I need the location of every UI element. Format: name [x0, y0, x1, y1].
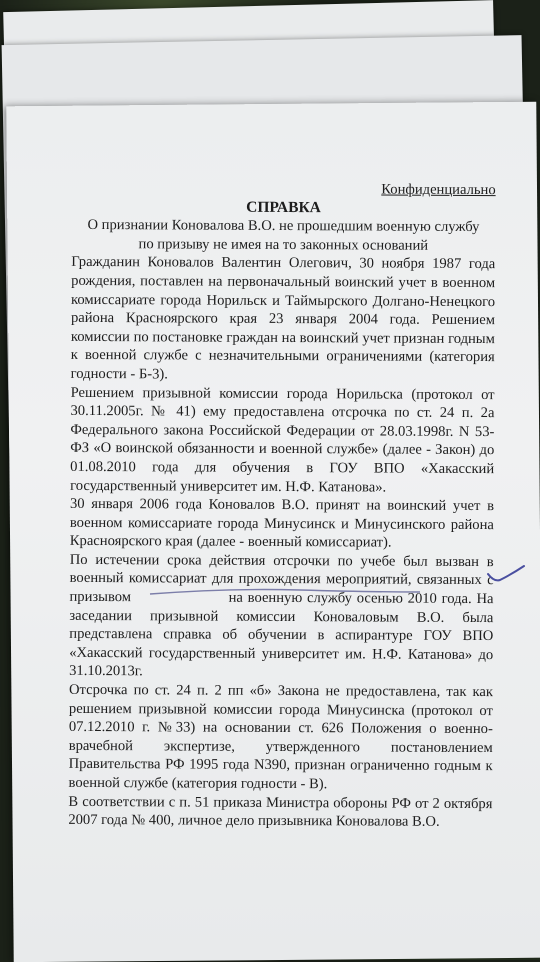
- document-body: [68, 179, 495, 832]
- subtitle-line-2: по призыву не имея на то законных оснований: [139, 236, 429, 254]
- paragraph-transfer: 30 января 2006 года Коновалов В.О. принят на воинский учет в военном комиссариате города Минусинск и Минусинского района Красноярского края (далее - военный комиссариат).: [70, 495, 494, 553]
- paragraph-deferment: Решением призывной комиссии города Норильска (протокол от 30.11.2005г. № 41) ему предоставлена отсрочка по ст. 24 п. 2а Федерального закона Российской Федерации от 28.03.1998г. N 53-ФЗ «О воинской обязанности и военной службе» (далее - Закон) до 01.08.2010 года для обучения в ГОУ ВПО «Хакасский государственный университет им. Н.Ф. Катанова».: [70, 383, 495, 497]
- document-subtitle: [71, 216, 495, 255]
- document-title: СПРАВКА: [72, 197, 496, 218]
- paragraph-order-51: В соответствии с п. 51 приказа Министра обороны РФ от 2 октября 2007 года № 400, личное дело призывника Коновалова В.О.: [68, 792, 492, 831]
- paragraph-registration: Гражданин Коновалов Валентин Олегович, 30 ноября 1987 года рождения, поставлен на первоначальный воинский учет в военном комиссариате города Норильск и Таймырского Долгано-Ненецкого района Красноярского края 23 января 2004 года. Решением комиссии по постановке граждан на воинский учет признан годным к военной службе с незначительными ограничениями (категория годности - Б-3).: [71, 253, 496, 385]
- paragraph-summons: [69, 551, 494, 683]
- summons-text-part-1: По истечении срока действия отсрочки по учебе был вызван в военный комиссариат для прохождения мероприятий, связанных с призывом: [69, 552, 493, 606]
- subtitle-line-1: О признании Коновалова В.О. не прошедшим военную службу: [87, 217, 479, 235]
- paragraph-no-deferment: Отсрочка по ст. 24 п. 2 пп «б» Закона не предоставлена, так как решением призывной комиссии города Минусинска (протокол от 07.12.2010 г. №33) на основании ст. 626 Положения о военно-врачебной экспертизе, утвержденного постановлением Правительства РФ 1995 года N390, признан ограниченно годным к военной службе (категория годности - В).: [68, 681, 493, 795]
- summons-text-part-2: на военную службу осенью 2010 года. На заседании призывной комиссии Коноваловым В.О. была представлена справка об обучении в аспирантуре ГОУ ВПО «Хакасский государственный университет им. Н.Ф. Катанова» до 31.10.2013г.: [69, 590, 493, 680]
- confidential-label: Конфиденциально: [72, 179, 496, 200]
